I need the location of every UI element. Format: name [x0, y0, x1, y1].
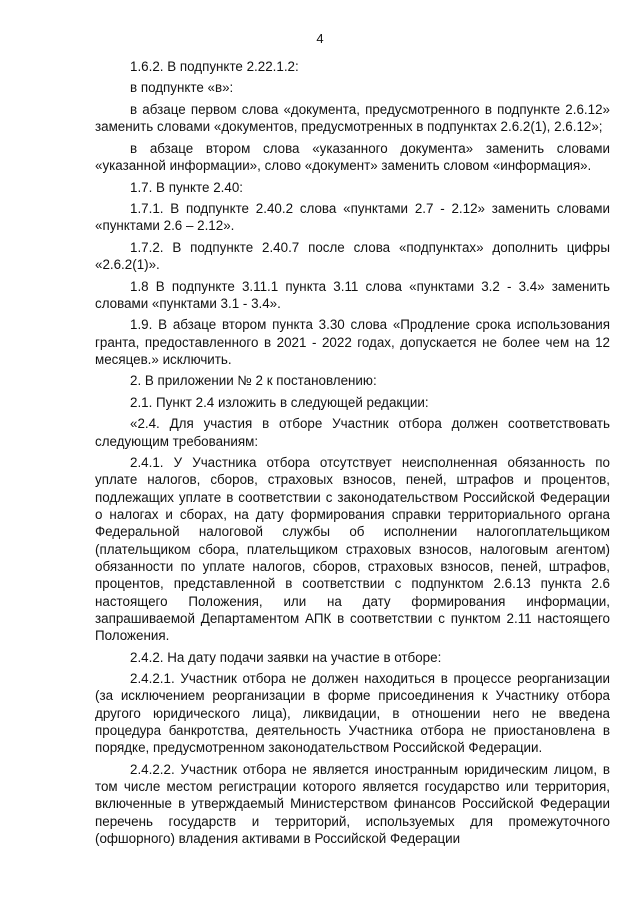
- paragraph-2: 2. В приложении № 2 к постановлению:: [130, 373, 377, 389]
- paragraph-2-4-2-1: 2.4.2.1. Участник отбора не должен находиться в процессе реорганизации (за исключением реорганизации в форме присоединения к Участнику отбора другого юридического лица), ликвидации, в отношении него не введена процедура банкротства, деятельность Участника отбора не приостановлена в порядке, предусмотренном законодательством Российской Федерации.: [95, 671, 610, 756]
- paragraph-second-abzac: в абзаце втором слова «указанного документа» заменить словами «указанной информации», слово «документ» заменить словом «информация».: [95, 140, 610, 174]
- page-number: 4: [316, 31, 324, 46]
- paragraph-2-1: 2.1. Пункт 2.4 изложить в следующей редакции:: [130, 394, 429, 410]
- paragraph-first-abzac: в абзаце первом слова «документа, предусмотренного в подпункте 2.6.12» заменить словами «документов, предусмотренных в подпунктах 2.6.2(1), 2.6.12»;: [95, 101, 610, 135]
- paragraph-2-4: «2.4. Для участия в отборе Участник отбора должен соответствовать следующим требованиям:: [95, 416, 610, 449]
- paragraph-1-7-1: 1.7.1. В подпункте 2.40.2 слова «пунктами 2.7 - 2.12» заменить словами «пунктами 2.6 – 2.12».: [95, 201, 610, 234]
- paragraph-1-6-2: 1.6.2. В подпункте 2.22.1.2:: [130, 59, 299, 74]
- paragraph-subpoint-v: в подпункте «в»:: [130, 80, 234, 96]
- paragraph-2-4-1: 2.4.1. У Участника отбора отсутствует неисполненная обязанность по уплате налогов, сборов, страховых взносов, пеней, штрафов и процентов, подлежащих уплате в соответствии с законодательством Российской Федерации о налогах и сборах, на дату формирования справки территориального органа Федеральной налоговой службы об исполнении налогоплательщиком (плательщиком сбора, плательщиком страховых взносов, налоговым агентом) обязанности по уплате налогов, сборов, страховых взносов, пеней, штрафов, процентов, представленной в соответствии с подпунктом 2.6.13 пункта 2.6 настоящего Положения, или на дату формирования информации, запрашиваемой Департаментом АПК в соответствии с пунктом 2.11 настоящего Положения.: [95, 455, 610, 644]
- paragraph-1-7-2: 1.7.2. В подпункте 2.40.7 после слова «подпунктах» дополнить цифры «2.6.2(1)».: [95, 239, 610, 273]
- document-body: [95, 58, 610, 851]
- paragraph-1-8: 1.8 В подпункте 3.11.1 пункта 3.11 слова «пунктами 3.2 - 3.4» заменить словами «пунктами 3.1 - 3.4».: [95, 278, 610, 311]
- paragraph-1-7: 1.7. В пункте 2.40:: [130, 179, 243, 195]
- paragraph-2-4-2-2: 2.4.2.2. Участник отбора не является иностранным юридическим лицом, в том числе местом регистрации которого является государство или территория, включенные в утверждаемый Министерством финансов Российской Федерации перечень государств и территорий, используемых для промежуточного (офшорного) владения активами в Российской Федерации: [95, 761, 610, 846]
- paragraph-1-9: 1.9. В абзаце втором пункта 3.30 слова «Продление срока использования гранта, предоставленного в 2021 - 2022 годах, допускается не более чем на 12 месяцев.» исключить.: [95, 317, 610, 367]
- paragraph-2-4-2: 2.4.2. На дату подачи заявки на участие в отборе:: [130, 649, 442, 665]
